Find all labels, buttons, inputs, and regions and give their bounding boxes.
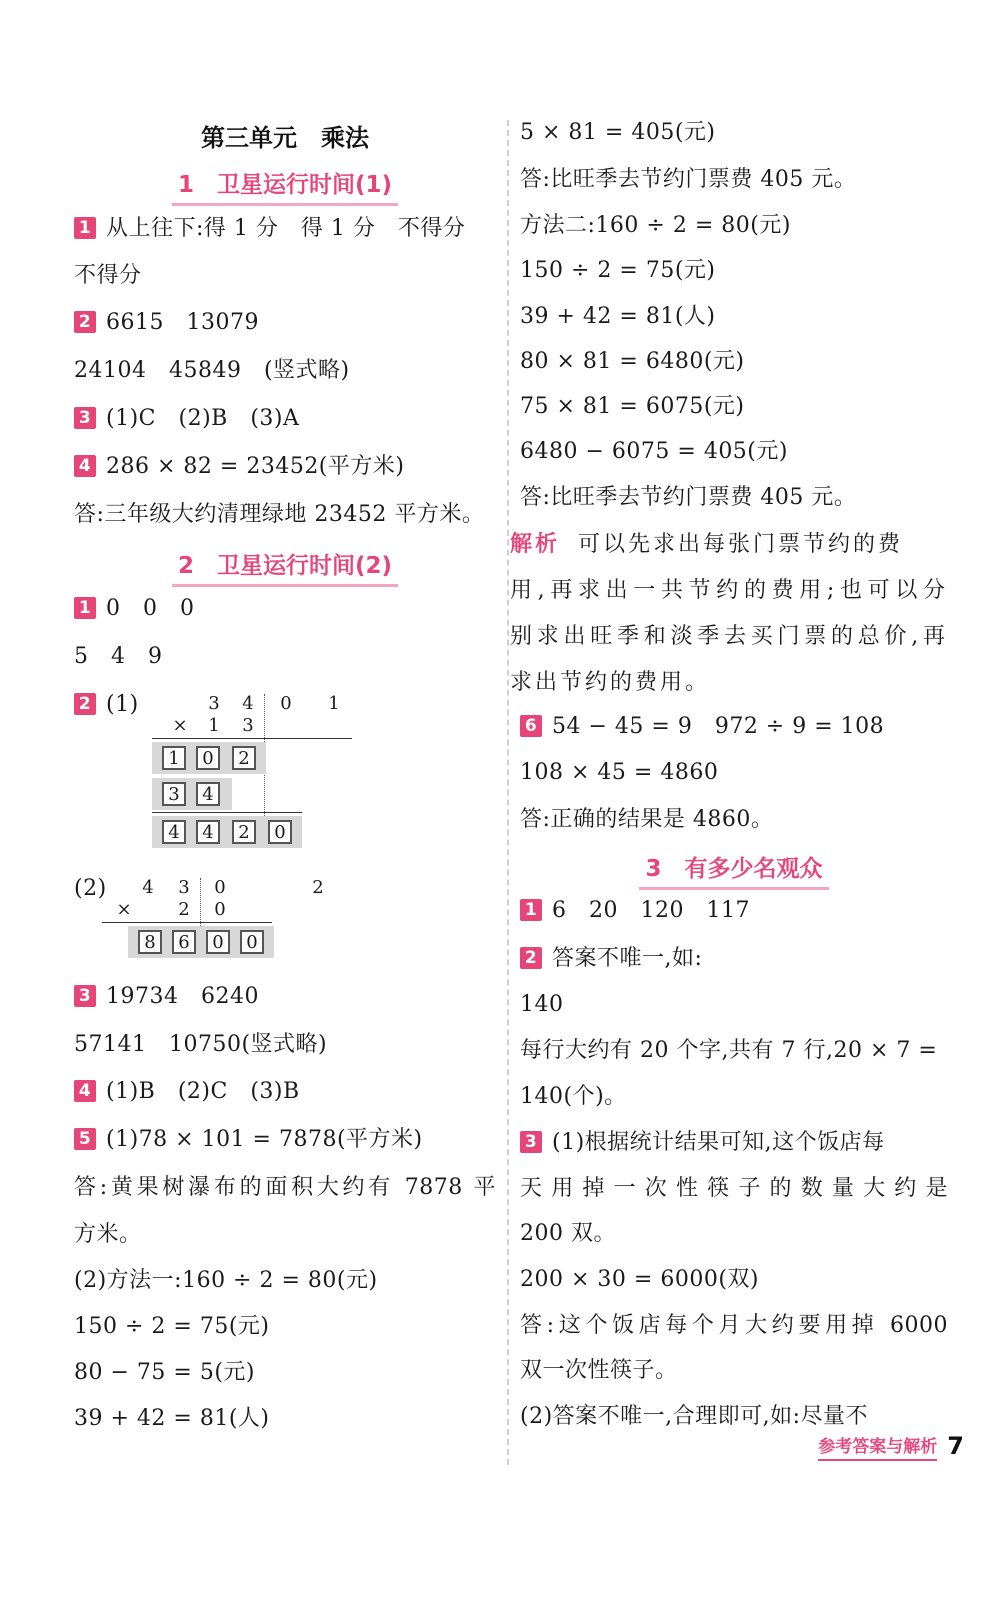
m2-box: 6	[172, 930, 196, 954]
m1-second-digit: 1	[208, 715, 220, 736]
m1-box: 2	[232, 746, 256, 770]
l2-q1-line2: 5 4 9	[74, 644, 163, 669]
r-calc-1: 5 × 81 = 405(元)	[520, 120, 716, 145]
page-number: 7	[947, 1432, 964, 1460]
r-calc-4: 80 × 81 = 6480(元)	[520, 349, 745, 374]
l1-q2-line2: 24104 45849 (竖式略)	[74, 358, 350, 383]
lesson-3-title: 3 有多少名观众	[520, 850, 948, 890]
m1-box: 4	[196, 820, 220, 844]
analysis-line4: 求出节约的费用。	[510, 670, 711, 695]
m1-box: 4	[162, 820, 186, 844]
l3-q3-answer1: 答:这个饭店每个月大约要用掉 6000	[520, 1313, 948, 1338]
analysis-line1: 解析 可以先求出每张门票节约的费	[510, 532, 904, 557]
r-calc-3: 39 + 42 = 81(人)	[520, 304, 716, 329]
lesson-2-title: 2 卫星运行时间(2)	[74, 547, 496, 587]
m2-box: 0	[240, 930, 264, 954]
m2-box: 8	[138, 930, 162, 954]
l3-q3-part2: (2)答案不唯一,合理即可,如:尽量不	[520, 1404, 869, 1429]
m1-box: 0	[268, 820, 292, 844]
analysis-tag: 解析	[510, 532, 561, 557]
m2-top-digit: 0	[214, 877, 226, 898]
l2-q3-line1: 3 19734 6240	[74, 982, 496, 1012]
m2-top-digit: 3	[178, 877, 190, 898]
l2-q3-line2: 57141 10750(竖式略)	[74, 1032, 328, 1057]
l3-q2-line1: 2 答案不唯一,如:	[520, 944, 948, 974]
l2-q2-label2: (2)	[74, 876, 107, 901]
l2-q5-line1: 5 (1)78 × 101 = 7878(平方米)	[74, 1125, 496, 1155]
l1-q4-answer: 答:三年级大约清理绿地 23452 平方米。	[74, 502, 485, 527]
page-footer	[818, 1432, 964, 1460]
l2-q5-calc2: 80 − 75 = 5(元)	[74, 1360, 255, 1385]
footer-label: 参考答案与解析	[818, 1437, 937, 1461]
m1-top-digit: 1	[328, 693, 340, 714]
m1-rule	[152, 738, 352, 739]
l1-q1-line1: 1 从上往下:得 1 分 得 1 分 不得分	[74, 214, 496, 244]
r-answer-1: 答:比旺季去节约门票费 405 元。	[520, 167, 857, 192]
question-badge-4: 4	[74, 455, 96, 477]
m2-times-sign: ×	[116, 899, 132, 920]
l3-q2-line3: 每行大约有 20 个字,共有 7 行,20 × 7 =	[520, 1038, 938, 1063]
l2-q1-line1: 1 0 0 0	[74, 594, 496, 624]
l1-q3: 3 (1)C (2)B (3)A	[74, 404, 496, 434]
m1-top-digit: 0	[280, 693, 292, 714]
q6-line1: 6 54 − 45 = 9 972 ÷ 9 = 108	[520, 712, 948, 742]
q6-line2: 108 × 45 = 4860	[520, 760, 719, 785]
question-badge-3b: 3	[74, 985, 96, 1007]
l3-q1: 1 6 20 120 117	[520, 896, 948, 926]
question-badge-6: 6	[520, 715, 542, 737]
m2-rule	[102, 922, 272, 923]
m2-box: 0	[206, 930, 230, 954]
m1-rule	[152, 812, 302, 813]
l2-q5-calc3: 39 + 42 = 81(人)	[74, 1406, 270, 1431]
l3-q2-line2: 140	[520, 992, 564, 1017]
question-badge-1c: 1	[520, 899, 542, 921]
question-badge-1b: 1	[74, 597, 96, 619]
question-badge-2c: 2	[520, 947, 542, 969]
l2-q5-answer-line2: 方米。	[74, 1222, 142, 1247]
m1-box: 1	[162, 746, 186, 770]
m2-top-digit: 4	[142, 877, 154, 898]
r-answer-2: 答:比旺季去节约门票费 405 元。	[520, 485, 857, 510]
m2-second-digit: 2	[178, 899, 190, 920]
m1-times-sign: ×	[172, 715, 188, 736]
l2-q5-answer-line1: 答:黄果树瀑布的面积大约有 7878 平	[74, 1175, 496, 1200]
analysis-line3: 别求出旺季和淡季去买门票的总价,再	[510, 624, 948, 649]
column-divider	[507, 120, 509, 1465]
m1-box: 2	[232, 820, 256, 844]
l2-q5-method1: (2)方法一:160 ÷ 2 = 80(元)	[74, 1268, 378, 1293]
l1-q4-line1: 4 286 × 82 = 23452(平方米)	[74, 452, 496, 482]
lesson-1-title: 1 卫星运行时间(1)	[74, 166, 496, 206]
r-calc-2: 150 ÷ 2 = 75(元)	[520, 258, 716, 283]
l1-q2-line1: 2 6615 13079	[74, 308, 496, 338]
question-badge-3c: 3	[520, 1131, 542, 1153]
l1-q1-line2: 不得分	[74, 263, 142, 288]
m1-box: 0	[196, 746, 220, 770]
r-method2: 方法二:160 ÷ 2 = 80(元)	[520, 213, 791, 238]
m2-top-digit: 2	[312, 877, 324, 898]
m1-box: 4	[196, 782, 220, 806]
m1-top-digit: 4	[242, 693, 254, 714]
m2-second-digit: 0	[214, 899, 226, 920]
l3-q3-line4: 200 × 30 = 6000(双)	[520, 1267, 759, 1292]
l2-q4: 4 (1)B (2)C (3)B	[74, 1077, 496, 1107]
l3-q3-line3: 200 双。	[520, 1221, 616, 1246]
question-badge-2b: 2	[74, 693, 96, 715]
l3-q3-line1: 3 (1)根据统计结果可知,这个饭店每	[520, 1128, 948, 1158]
question-badge-1: 1	[74, 217, 96, 239]
l3-q3-line2: 天用掉一次性筷子的数量大约是	[520, 1176, 948, 1201]
q6-answer: 答:正确的结果是 4860。	[520, 807, 774, 832]
l3-q2-line4: 140(个)。	[520, 1084, 627, 1109]
analysis-line2: 用,再求出一共节约的费用;也可以分	[510, 578, 948, 603]
m1-top-digit: 3	[208, 693, 220, 714]
m1-second-digit: 3	[242, 715, 254, 736]
r-calc-5: 75 × 81 = 6075(元)	[520, 394, 745, 419]
m1-box: 3	[162, 782, 186, 806]
vertical-multiplication-1	[152, 692, 352, 852]
question-badge-2: 2	[74, 311, 96, 333]
question-badge-3: 3	[74, 407, 96, 429]
question-badge-4b: 4	[74, 1080, 96, 1102]
question-badge-5: 5	[74, 1128, 96, 1150]
l3-q3-answer2: 双一次性筷子。	[520, 1358, 678, 1383]
unit-title: 第三单元 乘法	[201, 124, 369, 152]
r-calc-6: 6480 − 6075 = 405(元)	[520, 439, 788, 464]
l2-q2-label1: 2 (1)	[74, 690, 496, 720]
vertical-multiplication-2	[116, 876, 376, 966]
l2-q5-calc1: 150 ÷ 2 = 75(元)	[74, 1314, 270, 1339]
